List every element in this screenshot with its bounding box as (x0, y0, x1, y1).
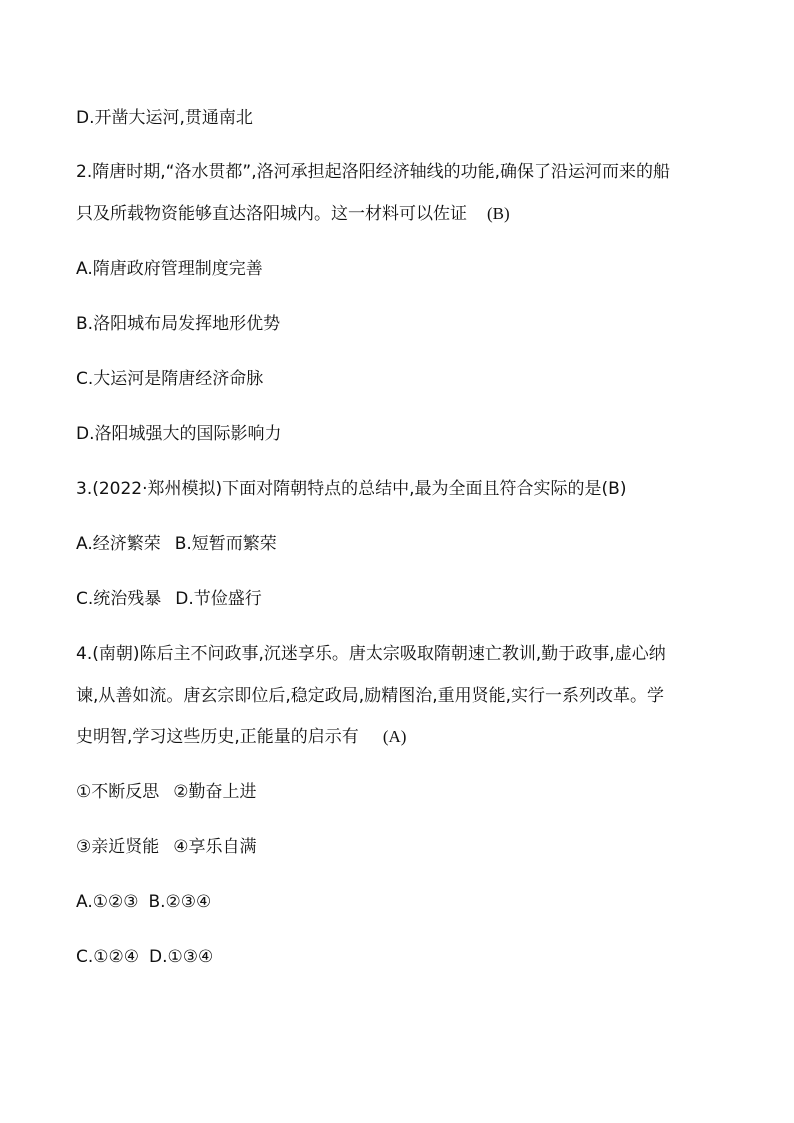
q3-options-row1 (76, 532, 736, 556)
q4-item-4: ④享乐自满 (173, 837, 257, 857)
q4-item-2: ②勤奋上进 (173, 782, 257, 802)
q3-options-row2 (76, 587, 736, 611)
q2-stem-line1: 2.隋唐时期,“洛水贯都”,洛河承担起洛阳经济轴线的功能,确保了沿运河而来的船 (76, 162, 671, 182)
q2-stem-line2 (76, 202, 736, 226)
q4-option-b: B.②③④ (148, 892, 212, 912)
q2-option-b: B.洛阳城布局发挥地形优势 (76, 314, 281, 334)
q4-stem-line2: 谏,从善如流。唐玄宗即位后,稳定政局,励精图治,重用贤能,实行一系列改革。学 (76, 686, 665, 706)
q2-option-a: A.隋唐政府管理制度完善 (76, 259, 263, 279)
q3-option-a: A.经济繁荣 (76, 534, 161, 554)
q4-stem-line3 (76, 725, 736, 749)
q2-stem-text: 只及所载物资能够直达洛阳城内。这一材料可以佐证 (76, 204, 467, 224)
q4-option-d: D.①③④ (149, 947, 214, 967)
q4-options-row1 (76, 890, 736, 914)
q2-option-d: D.洛阳城强大的国际影响力 (76, 424, 282, 444)
q3-option-b: B.短暂而繁荣 (174, 534, 277, 554)
q4-items-row2 (76, 835, 736, 859)
q4-stem-line1: 4.(南朝)陈后主不问政事,沉迷享乐。唐太宗吸取隋朝速亡教训,勤于政事,虚心纳 (76, 644, 666, 664)
q1-option-d: D.开凿大运河,贯通南北 (76, 108, 253, 128)
q4-answer: (A) (382, 727, 407, 746)
q2-option-c: C.大运河是隋唐经济命脉 (76, 369, 264, 389)
q2-answer: (B) (487, 204, 510, 223)
q4-option-a: A.①②③ (76, 892, 139, 912)
q4-option-c: C.①②④ (76, 947, 139, 967)
q4-options-row2 (76, 945, 736, 969)
q4-item-1: ①不断反思 (76, 782, 160, 802)
q3-stem: 3.(2022·郑州模拟)下面对隋朝特点的总结中,最为全面且符合实际的是(B) (76, 479, 627, 499)
q4-item-3: ③亲近贤能 (76, 837, 160, 857)
q3-option-d: D.节俭盛行 (175, 589, 262, 609)
q4-items-row1 (76, 780, 736, 804)
q3-option-c: C.统治残暴 (76, 589, 162, 609)
q4-stem-text: 史明智,学习这些历史,正能量的启示有 (76, 727, 359, 747)
